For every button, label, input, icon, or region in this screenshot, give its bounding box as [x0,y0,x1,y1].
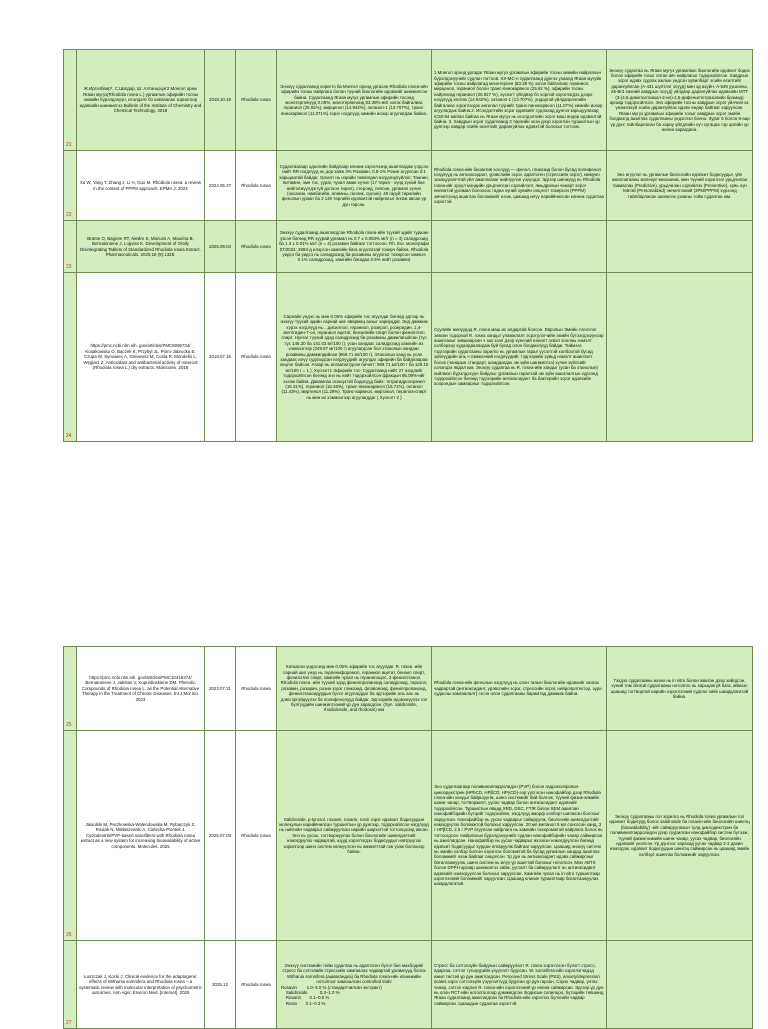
findings-cell: Rhodiola rosea-ийн биоактив хослууд — фенол, гликозид болон бусад полифенол нэгдлүүд нь антиоксидант, үрэвслийн эсрэг, адаптоген (стрессийн эсрэг), иммуно зохицуулагчтай үйл ажиллагааг нийлүүлэн үзүүлдэг. Эдгээр шинжүүд нь Rhodiola roseа-ийг эрүүл мэндийн урьдчилсан сэргийлэлт, ямьдралын чанарт эерэг нөлөөтэй ургамал болохоос гадна хүний хувийн онцлогт тохирсон (PPPM) эмчилгээнд ашиглах боломжийг нээж, цаашид илүү нарийвчилсан клиник судалгаа хэрэгтэй. [432,151,607,221]
plant-cell: Rhodiola rosea [236,221,277,273]
plant-cell: Rhodiola rosea [236,50,277,151]
row-number: 26 [64,731,77,941]
conclusion-cell [607,941,753,1029]
table-row [64,941,753,1029]
findings-cell: Стресс ба сэтгэлзүйн байдлын сайжруулалт R. rosea хэрэглэсэн бүлэгт стресс, ядаргаа, сэтгэл түгшүүрийн үзүүлэлт буурсан. W. somnifera-ийн хэрэглэгчидэд ижил төстэй үр дүн ажиглагдсан. Perceived Stress Scale (PSS), anxiety/depression scales зэрэг сэтгэлзүйн үзүүлэлтүүд буурсан үр дүн гарсан. Сэрэх чадвар, унтах чанар, сэтгэл хөдлөл R. rosea-ийн хэрэглээний үр нөлөө сайжирсан. Эдгээр үр дүн нь олон RCT-ийн нотолгоогоор дэмжигдсэн. Бодисын солилцоо, бүтэцийн төвшинд Ягаан судалгаанд ажиглагдсан ба Rhodiola-ийн хэрэглээ бүлэгийн чадвар сайжирсан. Цаашдын судалгаа хэрэгтэй. [432,941,607,1029]
date-cell: 2018.07.18 [205,273,236,442]
dose-line: Salidroside 0.3–1.0 % [281,989,340,995]
plant-cell: Rhodiola rosea [236,731,277,941]
table-row [64,50,753,151]
plant-cell: Rhodiola rosea [236,273,277,442]
method-cell [277,941,432,1029]
date-cell: 2018.10.18 [205,50,236,151]
method-text: Энэхүү системийн тойм судалгаа нь адаптоген бүлэг бие махбодийг стресс ба сэтгэлийн стрессийн хамгаалах чадвартай ургамлууд болох Withania somnifera (ашвагандха) ба Rhodiola roseа-ийн клиникийн нотолгоог хамгаалсан controlled trials [282,962,426,985]
research-table-bottom [63,646,753,1029]
method-cell: Salidroside, p-tyrosol, rosavin, rosarin, rosin зэрэг идэвхит бодисуудын молекулын нарийвчилсан туршилтын үр дүнгээр, тодорхойлсон нэгдлүүд нь нийтийн чадварыг сайжруулсан нарийн ширхэгтэй тогтолцоонд авсан. Энэ нь уусах, тогтворжуулах болон биологийн шимэгдэлтийг нэмэгдүүлэх чадвартай, шууд хэрэглэгдэх бодисуудыг нэвтрүүлэх зорилгоор шинэ систем хөгжүүлсэн нь амжилттай гэж үзэж болохоор байна. [277,731,432,941]
method-cell: Хатаасан үндэсэнд мөн 0.05% эфирийн тос агуулдаг. R. rosea -ийн сарнай шиг үнэр нь терпенифоромол, гераниол ацетат, бензил спирт, фенилэтил спирт, хамгийн чухал нь геранилоцол, 2-фенилэтанол. Rhodiola rosea -ийн түүхий эдэд фенилпропаноид салидрозид, тирозол, розавин, розарин, розин зэрэг гликозид, флавоноид, фенилпропаноид, фенилэтаноидуудын бүлэг агуулагддаг ба эдгээрийн аль аль нь дэвсгэргүйдүүлэх ба полифенолууд байдаг. Эдгээрийн идэвхжүүлэх гол бүлгүүдийн шинжилгээний үр дүн харагдсан. (Syn. salidroside, rhodioloside, and rhodosin) юм [277,647,432,731]
source-cell: https://pmc.ncbi.nlm.nih. gov/articles/PMC10418374/ Bernatoniene J, Jakstas V, Kopustinskiene DM. Phenolic Compounds of Rhodiola rosea L. as the Potential Alternative Therapy in the Treatment of Chronic Diseases. Int J Mol Sci. 2023 [77,647,205,731]
date-cell: 2024.05.27 [205,151,236,221]
dose-line: Rosarin 0.1–0.5 % [281,995,330,1001]
conclusion-cell: Энэхүү судалгаа нь Ягаан мугуз ургамлаас биологийн идэвхит бодис болох эфирийн тосыг ялган авч найрлагыг тодорхойлсон. Хавдрын эсрэг идэвх судлах ажлын үндсэн хувилбарт эсийн өсөлтийг дарангуйлсан (A-431 шүлтлэг эсүүд) мөн эд ахуйн. А-549 уушгины, Sk-Br3 хөхний хавдрын эсүүд) үйлдвэр дарангуйлах идэвхийн МТТ (3-(4,5-диметилтиазол-2-ил)-2,5-дифенилтетразолийн бромид) аргаар тодорхойлсон. Энэ эфирийн тосны хавдрын эсрэг үйлчилгээ, үнэмлэхүй эсийн дарангуйлах идэвх өндөр байгааг харуулсан. Ягаан мугуз ургамлын эфирийн тосыг хавдрын эсрэг эмийн бэлдмэлд ашиглах судалгааны үндэслэл болно. Зураг 5 болон 6-аар үр дүнг тайлбарласан ба хариу үйлдлийн хүч хугацаа тэр цагийн үр нөлөө харагдана. [607,50,753,151]
table-row [64,273,753,442]
row-number: 27 [64,941,77,1029]
conclusion-cell [607,221,753,273]
row-number: 21 [64,50,77,151]
conclusion-cell [607,273,753,442]
conclusion-cell: Энэхүү судалгааны гол зорилго нь Rhodiola rosea ургамлын гол идэвхит бодисууд болох salidroside ба rosavin-ийн биологийн шингэц (bioavailability) -ийг сайжруулахын тулд циклодекстрин ба поливинилпирролидон дээр суурилсан нанофайбэр систем бүтээж, түүний физик-химийн шинж чанар, уусах чадвар, биологийн идэвхийг үнэлсэн. Үр дүнгээс харахад уусах чадвар 2-3 дахин нэмэгдэж, идэвхит бодисуудын шингэц сайжирсан нь цаашид эмийн хэлбэрт ашиглах боломжийг харуулсан. [607,731,753,941]
findings-cell [432,221,607,273]
table-row [64,151,753,221]
plant-cell: Rhodiola rosea [236,941,277,1029]
plant-cell: Rhodiola rosea [236,151,277,221]
date-cell: 2025.12 [205,941,236,1029]
table-row [64,647,753,731]
date-cell: 2023.07.31 [205,647,236,731]
method-cell: Сарнайн үндэс нь мөн 0.05% эфирийн тос агуулдаг бөгөөд эдгээр нь энэхүү түүхий эдийн сарнай шиг өвөрмөц анхыг хариуцдаг. Энд дамжиж хүрэх нэгдлүүд нь ...дисиллол, гераниол, розерол, розеридин, 1,4-метлгидин-7-ол, гераниол ацетат, бензилийн спирт болон фенилэтил спирт. Нунтаг түүхий эдэд салидрозид ба розавины дамжлагыйсан (түс тус 146.30 ба 141.03 мг/100 г). усан хандаас салидрозид хамгийн их хэмжээгээр (249.87 мг/100 г) агуулагдсан бол этанолын хандаас розавины дамжилдийсан (969.71 мг/100 г). Этанолын ханд нь усан хандаас илүү судлагдсан нэгдлүүдийг агуулдаг эфирийн ба байдлаараа онцлог байсан. Агаар нь алгаалагтдсан бичигт: 969.71 мг/100 г ба 129.15 мг/100 г = 1 ). Хүснэгт1 Эфирийн тос- Судалгаанд нийт 27 нэгдлийг тодорхойлсон бөгөөд энэ нь нийт тодорхойлсон фракцын 95.09%-ийг эзэлж байна. Давамлах эхэнцэтэй бодисууд байх: тетрагидрогеранел (18.31%), гераниол (16.46%), транс-пинокарвеол (15.71%), октанол (11.43%), миртенол (11.29%). Транс-карвеол, миртанол, перилла-спирт нь мөн их хэмжээгээр агуулагддаг ( Хүснэгт 2 ) [277,273,432,442]
source-cell: Ж.Иргэлбаяр*, С.Шагдар, Ш. Алтанцэцэг2 Монгол орны Ягаан мугуз(Rhodiola rosea L.) ургамлын эфирийн тосны химийн бүрэлдэхүүн, исэлдэлт бэ хамгаалах зорилгоор идэвхийн шинжилгээ Bulletin of the Institute of Chemistry and Chemical Technology. 2018 [77,50,205,151]
source-cell: Brante O, Bagone RT, Niedre S, Mazuris A, Maurina B, Bernatoniene J, Logviss K. Development of Orally Disintegrating Tablets of Standardized Rhodiola rosea Extract. Pharmaceuticals. 2025;18 (9):1328. [77,221,205,273]
row-number: 23 [64,221,77,273]
findings-cell: Энэ судалгаагаар поливинилпирролидон (PVP) болон гидроксипропил-циклодекстрин (HPbCD, HPβCD, HPγCD)-ээр үүсгэсэн нанофайбэр дээр Rhodiola rosea-ийн хандыг байршуулж, шинэ системийг бий болгож, түүний физик-химийн шинж чанар, тогтворжилт, уусах чадвар болон антиоксидант идэвхийг тодорхойлсон. Туршилтын явцад XRD, DSC, FTIR болон SEM ашиглан нанофайбэрийн бүтцийг тодорхойлж, нэгдлүүд аморф хэлбэрт шилжсэн болохыг харуулсан. Нанофайбэр нь уусах чадварыг сайжруулж, биологийн шимэгдэлтийг нэмэгдүүлэх боломжтой болохыг харуулсан. 20 мл метанол 5 мл сонгосон ханд, 3 г HPβCD, 2.5 г PVP агуулсан найрлага нь хамгийн тохиромжтой найрлага болох нь тогтоогдсон. Найрлагын бүрэлдэхүүнийг судлан нанофайбэрийн чанар сайжирсан нь ажиглагдсан. Нанофайбэр нь уусах чадварыг ихээхэн нэмэгдүүлсэн бөгөөд идэвхит бодисуудыг хурдан ялгаруулж байгааг харуулсан. Цаашид энэхүү систем нь эмийн хэлбэр болгон хэрэглэх боломжтой ба бусад ургамлын хандад ашиглах боломжийг нээж байгааг онцолсон. Үр дүн нь антиоксидант идэвх сайжирсныг баталгаажуулж, шинэ систем нь илүү үр ашигтай болохыг нотолсон. Мөн ABTS болон DPPH аргаар шинжилгээ хийж, уусгалт ба сайжруулалт нь антиоксидант идэвхийг нэмэгдүүлсэн болохыг харуулсан. Хамгийн чухал нь in vitro туршилтаар хэрэглээний боломжийг харуулсан. Цаашид клиник туршилтаар баталгаажуулах шаардлагатай. [432,731,607,941]
row-number: 24 [64,273,77,442]
method-cell: Энэхүү судалгаанд ашиглагдсан Rhodiola rosea-ийн түүхий эдийг туршин үзсэн бөгөөд RR хуурай ургамал нь 0.7 ± 0.053% мг/г (n = 4) салидрозид ба 1.3 ± 0.01% мг/г (n = 4) розавин байгааг тогтоосон. Rh. Eur. монографи 07/2024: 2893-д илэрсэн хамгийн бага агуулгатай тохирч байна. Rhodiola уидсэ ба уидсэ нь салидрозид ба розавины агуулгыг тохирсон хэмжээ 0.1% салидрозид, хамгийн багадаа 0.5% нийт розавин) [277,221,432,273]
dose-line: Rosavin 1.0–3.0 % (стандартчилсан экстракт) [281,984,382,990]
research-table-top [63,49,753,442]
source-cell: Xu W, Yang T, Zhang J, Li H, Guo M. Rhodiola rosea: a review in the context of PPPM approach. EPMA J. 2024 [77,151,205,221]
date-cell: 2025.07.03 [205,731,236,941]
row-number: 22 [64,151,77,221]
plant-cell: Rhodiola rosea [236,647,277,731]
method-cell: Судалгаагаар одоогийн байдлаар клиник хэрэглээнд ашиглагдаж үлдсэн нийт RR нэгдлүүд нь дор хаяж 3% Розавин, 0.8-1% Розин агуулсан 3:1 харьцаатай байдаг. Урлалт нь нэрийн төвлөгдөл нэгдэлэргүйлэл; Таннин, витамин, эмн тос, уураг, чухал амин хүчил (17 төрөл - хүнд хүний бие нийлэгжүүлдэггүй долоон төрөл), стероид, пепсин, ургамал хүчил (оксалин, намбагийн, алимны, галлик, суксин). 40 гаруй төрөлийн фенолын ураан ба 2 140 төрлийн идэвхитэй найрлагыг ялгаж авсан үр дүн гарсан. [277,151,432,221]
conclusion-cell: Энэ өгүүлэл нь ургамлын биологийн идэвхит бодисуудыг, үйл ажиллагааны молекул механизм, мөн түүний хэрэглээг урьдчилан таамаглах (Predictive), урьдчилан сэргийлэх (Preventive), хувь хүн төвтэй (Personalized) эмчилгээний (3PM/PPPM) хүрээнд тайлбарласан шинжлэх ухааны тойм судалгаа юм. [607,151,753,221]
conclusion-cell: Гэхдээ судалгааны ихэнх нь in vitro болон амьтан дээр хийгдсэн, хүний том clinical судалгааны нотолгоо нь харьцангуй бага, иймээс цаашид тогтвортой нарийн хэрэглээний судлал хийх шаардлагатай байна. [607,647,753,731]
dose-line: Rosin 0.1–0.3 % [281,1000,326,1006]
method-cell: Энэхүү судалгаанд хоригто ба Монгол оронд ургасан Rhodiola rosea-ийн эфирийн тосны найрлага болон түүний биологийн идэвхийг шинжилсэн байна. Судалгаанд Ягаан мугуз ургамлын эфирийн тосонд монотерпенүүд 0.08%, монотерпеноид 83.38%-ийг эзлэх байгалиас гераниол (25.92%), мирценол (14.942%), октанол-1 (13.707%), транс-пинокарвеол (11.071%) зэрэг нэгдлүүд химийн иозор агуулагдаж байна. [277,50,432,151]
source-cell: https://pmc.ncbi.nlm.nih. gov/articles/PMC6099734/ Kosakowska O, Bączek K, Przybyl JL, Pióro-Jabrucka E, Czupa W, Synowiec A, Gniewosz M, Costa R, Mondello L, Węglarz Z. Antioxidant and antibacterial activity of roseroot (Rhodiola rosea L.) dry extracts. Molecules. 2018 [77,273,205,442]
date-cell: 2025.09.04 [205,221,236,273]
findings-cell: Суулийн жилүүдэд R. rosea маш их алдартай болсон. Европын Эмийн Агентлаг зөвхөн тодорхой R. rosea хандыг уламжлалт эсрэгулэгчийн эмийн бүтээгдэхүүнээр ашиглахыг зөвшөөрсөн ч зах зээл дээр хүнсний нэмэлт эсвэл хоолны нэмэлт хэлбэрээр худалдаалагдаж буй бусад олон бэлдмэлүүд байдаг. Тиймээс тэдгээрийн судалгааны зорилго нь ургамлын гарал үүсэлтэй холбоотой бусад зүйлүүдийн аль ч хэмжээний нэгдлүүдийг, тэдгээрийн хувьд нэмэлт ашиглалт болох (чанарын стандарт, шаардагдах эм зүйн шинжилгээ) хүчин зүйлсийг хэлэлцэх явдал юм. Энэхүү судалгаа нь R. rosea-ийн хандыг (усан ба этанолын) нийлмэл бүрэлдэхүүн байдлыг ургамлын гаралтай эм зүйн ашиглалтын хүрээнд тодорхойлсон бөгөөд тэдгээрийн антиоксидант ба бактерийн эсрэг идэвхийн хоорондын хамаарлыг тодорхойлсон. [432,273,607,442]
row-number: 25 [64,647,77,731]
source-cell: Jasiolski M, Paczkowska-Walendowska M, Rybarczyk Z, Rosiak N, Mikłaszewski A, Cielecka-Piontek J. Cyclodextrin/PVP-based nanofibers with Rhodiola rosea extract as a new system for increasing bioavailability of active components. Molecules. 2025 [77,731,205,941]
findings-cell: Rhodiola rosea-ийн фенолын нэгдлүүд нь олон талын биологийн идэвхийг хангах чадвартай (антиоксидант, үрэвслийн эсрэг, стрессийн эсрэг, нейропротектор, зүрх-судасны хамгаалалт) гэсэн олон судалгааны баримтад дамжиж байна. [432,647,607,731]
table-row [64,221,753,273]
source-cell: Łuszczak J, Kocki J. Clinical evidence for the adaptogenic effects of Withania somnifera and Rhodiola rosea – a systematic review with molecular interpretation of psychometric outcomes. Ann Agric Environ Med. [Internet]. 2025 [77,941,205,1029]
findings-cell: 1.Монгол оронд ургадаг Ягаан мугуз ургамлын эфирийн тосны химийн найрлагын бүрэлдэхүүнийг судлан тогтоов. ХХ-МС-н судалгаанд дунгээ ухаалд Ягаан мугуйн эфирийн тосны найрлагад монотерпен (83.38 %) эзлэн байгалиас гераниол, мирценол, гераниол болон транс-пинокарвеол (25.92 %), эфирийн тосны найрлагад гераниол (25.927 %), хүснэгт үйлдвэр бэ хорлой хэрэглэгдэх дээрх нэгдлүүд хөтлөх (14.942%), октанол-1 (13.707%), ундоргой үйлдвэрлэлийн байгалиас хэрэглэгдэх ангилал түүнийг транс-пинокарвеол (11.07%) химийн иозор агуулагдаж байна.2. Исэлдэлтийн эсрэг идэвхийг судлахад дунгээ харьцуулахад IC50:84 мкг/мл байгаа нь Ягаан мугуз нь исэлдэлтийн эсрэг маш өндөр идэвхитэй байна. 3. Хавдрын эсрэг судалгаанд 3 төрлийн эсэн дээр хэрэглэн туршилтын үр дүнгээр хавдар эсийн өсөлтийг дарангуйлах идэвхтэй болохыг тогтоов. [432,50,607,151]
table-row [64,731,753,941]
